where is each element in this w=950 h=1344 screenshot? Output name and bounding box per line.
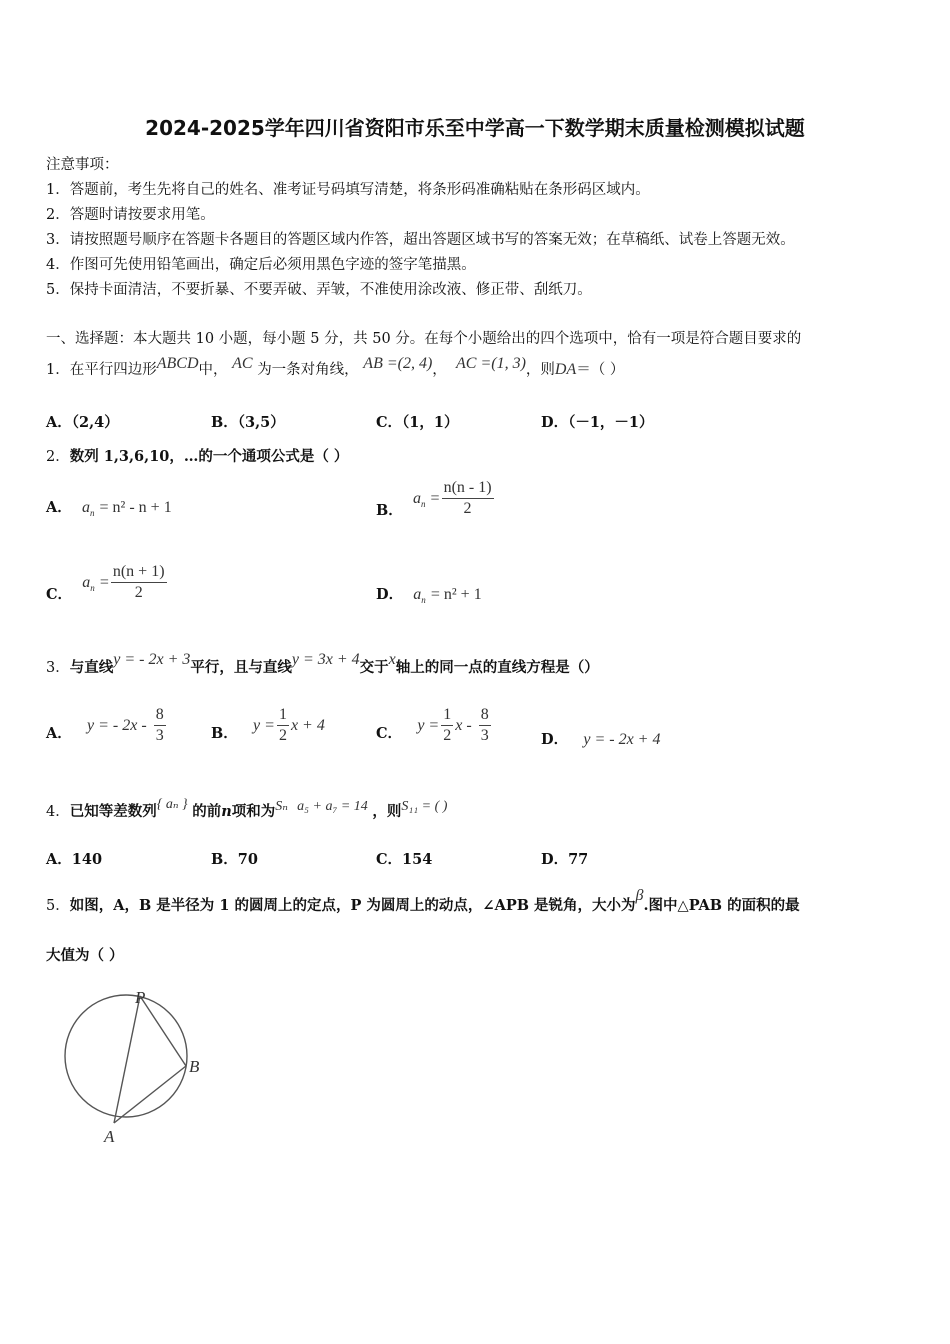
option-d: D．（－1，－1） [541, 414, 654, 431]
notes-heading: 注意事项： [46, 157, 119, 173]
option-d: D．77 [541, 851, 589, 868]
option-a: A．140 [46, 851, 103, 868]
segment-pa [114, 996, 140, 1123]
option-b: B．（3,5） [211, 414, 285, 431]
question-number: 1． [46, 362, 70, 378]
question-5: 5．如图，A，B 是半径为 1 的圆周上的定点，P 为圆周上的动点，∠APB 是锐角，大小为β.图中△PAB 的面积的最 [46, 887, 800, 914]
note-item: 4．作图可先使用铅笔画出，确定后必须用黑色字迹的签字笔描黑。 [46, 257, 476, 273]
option-d: D． $a_n = n^2 + 1$ [376, 586, 482, 606]
option-c: C．154 [376, 851, 433, 868]
option-c: C． $a_n$ = $\frac{n(n + 1)}{2}$ [46, 563, 165, 603]
question-number: 2． [46, 449, 70, 465]
option-c: C．（1，1） [376, 414, 459, 431]
option-b: B．70 [211, 851, 258, 868]
section-heading: 一、选择题：本大题共 10 小题，每小题 5 分，共 50 分。在每个小题给出的四个选项中，恰有一项是符合题目要求的 [46, 331, 802, 347]
note-item: 2．答题时请按要求用笔。 [46, 207, 215, 223]
question-number: 5． [46, 898, 70, 914]
option-b: B． y = $\frac{1}{2}$ x + 4 [211, 706, 325, 744]
option-b: B． $a_n$ = $\frac{n(n - 1)}{2}$ [376, 479, 492, 519]
label-p: P [135, 988, 146, 1007]
label-b: B [189, 1057, 200, 1076]
note-item: 1．答题前，考生先将自己的姓名、准考证号码填写清楚，将条形码准确粘贴在条形码区域内。 [46, 182, 650, 198]
question-2: 2．数列 1,3,6,10，…的一个通项公式是（ ） [46, 448, 349, 465]
option-c: C． y = $\frac{1}{2}$ x - $\frac{8}{3}$ [376, 706, 489, 744]
option-a: A． $a_n = n^2 - n + 1$ [46, 499, 172, 519]
question-1: 1．在平行四边形ABCD中， AC 为一条对角线， AB =(2, 4)， AC =(1, 3)，则DA＝（ ） [46, 355, 625, 378]
page-title: 2024-2025学年四川省资阳市乐至中学高一下数学期末质量检测模拟试题 [145, 116, 805, 140]
question-5-continued: 大值为（ ） [46, 947, 124, 964]
option-a: A． y = - 2x - $\frac{8}{3}$ [46, 706, 164, 744]
note-item: 3．请按照题号顺序在答题卡各题目的答题区域内作答，超出答题区域书写的答案无效；在草稿纸、试卷上答题无效。 [46, 232, 795, 248]
option-d: D． y = - 2x + 4 [541, 731, 661, 748]
question-number: 3． [46, 660, 70, 676]
circle [65, 995, 187, 1117]
note-item: 5．保持卡面清洁，不要折暴、不要弄破、弄皱，不准使用涂改液、修正带、刮纸刀。 [46, 282, 592, 298]
question-3: 3．与直线y = - 2x + 3平行，且与直线y = 3x + 4交于x轴上的同一点的直线方程是（） [46, 651, 599, 676]
segment-ab [114, 1066, 186, 1123]
option-a: A．（2,4） [46, 414, 119, 431]
label-a: A [104, 1127, 115, 1145]
question-number: 4． [46, 804, 70, 820]
segment-pb [140, 996, 186, 1066]
circle-figure [46, 975, 221, 1145]
question-4: 4．已知等差数列{ aₙ } 的前n项和为Sₙ a₅ + a₇ = 14 ，则S₁₁ = ( ) [46, 797, 448, 820]
